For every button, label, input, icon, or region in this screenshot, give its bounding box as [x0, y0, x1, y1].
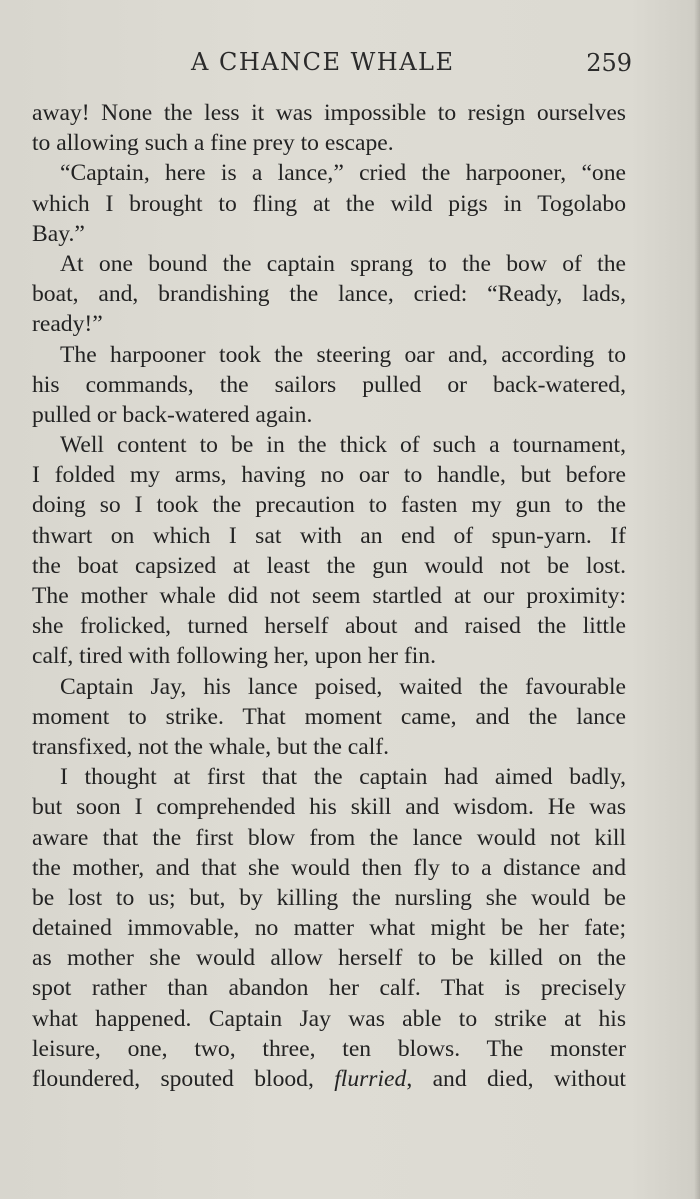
- text-line-final: [32, 1064, 626, 1094]
- text-line: boat, and, brandishing the lance, cried: “Ready, lads,: [32, 281, 626, 308]
- body-text: [32, 98, 626, 1094]
- text-line: thwart on which I sat with an end of spun-yarn. If: [32, 522, 626, 549]
- text-line: which I brought to fling at the wild pigs in Togolabo: [32, 190, 626, 217]
- text-line: Captain Jay, his lance poised, waited the favourable: [60, 673, 626, 700]
- text-line: doing so I took the precaution to fasten my gun to the: [32, 492, 626, 519]
- text-line: what happened. Captain Jay was able to strike at his: [32, 1005, 626, 1032]
- text-line: she frolicked, turned herself about and raised the little: [32, 613, 626, 640]
- text-line: At one bound the captain sprang to the bow of the: [60, 250, 626, 277]
- text-line: I folded my arms, having no oar to handle, but before: [32, 462, 626, 489]
- text-line: but soon I comprehended his skill and wisdom. He was: [32, 794, 626, 821]
- text-line: ready!”: [32, 311, 103, 338]
- text-line: aware that the first blow from the lance would not kill: [32, 824, 626, 851]
- text-line: detained immovable, no matter what might be her fate;: [32, 915, 626, 942]
- text-line: spot rather than abandon her calf. That is precisely: [32, 975, 626, 1002]
- text-line: leisure, one, two, three, ten blows. The monster: [32, 1035, 626, 1062]
- text-line: the boat capsized at least the gun would not be lost.: [32, 552, 626, 579]
- text-line: his commands, the sailors pulled or back-watered,: [32, 371, 626, 398]
- text-line: transfixed, not the whale, but the calf.: [32, 733, 390, 760]
- running-title: A CHANCE WHALE: [191, 48, 455, 76]
- text-line: Bay.”: [32, 220, 85, 247]
- text-line: Well content to be in the thick of such a tournament,: [60, 432, 626, 459]
- italic-word: flurried: [334, 1066, 407, 1092]
- text-line: I thought at first that the captain had aimed badly,: [60, 764, 626, 791]
- text-line: moment to strike. That moment came, and the lance: [32, 703, 626, 730]
- text-line: the mother, and that she would then fly to a distance and: [32, 854, 626, 881]
- text-run: , and died, without: [406, 1066, 626, 1092]
- page-number: 259: [586, 49, 632, 77]
- text-line: be lost to us; but, by killing the nursling she would be: [32, 884, 626, 911]
- text-line: pulled or back-watered again.: [32, 401, 313, 428]
- text-line: away! None the less it was impossible to resign ourselves: [32, 100, 626, 126]
- text-line: The mother whale did not seem startled at our proximity:: [32, 583, 626, 609]
- text-line: The harpooner took the steering oar and, according to: [60, 341, 626, 368]
- page-header: [30, 48, 630, 84]
- text-line: to allowing such a fine prey to escape.: [32, 130, 394, 157]
- text-line: “Captain, here is a lance,” cried the harpooner, “one: [60, 160, 626, 187]
- text-line: calf, tired with following her, upon her fin.: [32, 643, 436, 670]
- page-edge-shadow: [694, 0, 700, 1199]
- text-run: floundered, spouted blood,: [32, 1066, 335, 1092]
- text-line: as mother she would allow herself to be killed on the: [32, 945, 626, 972]
